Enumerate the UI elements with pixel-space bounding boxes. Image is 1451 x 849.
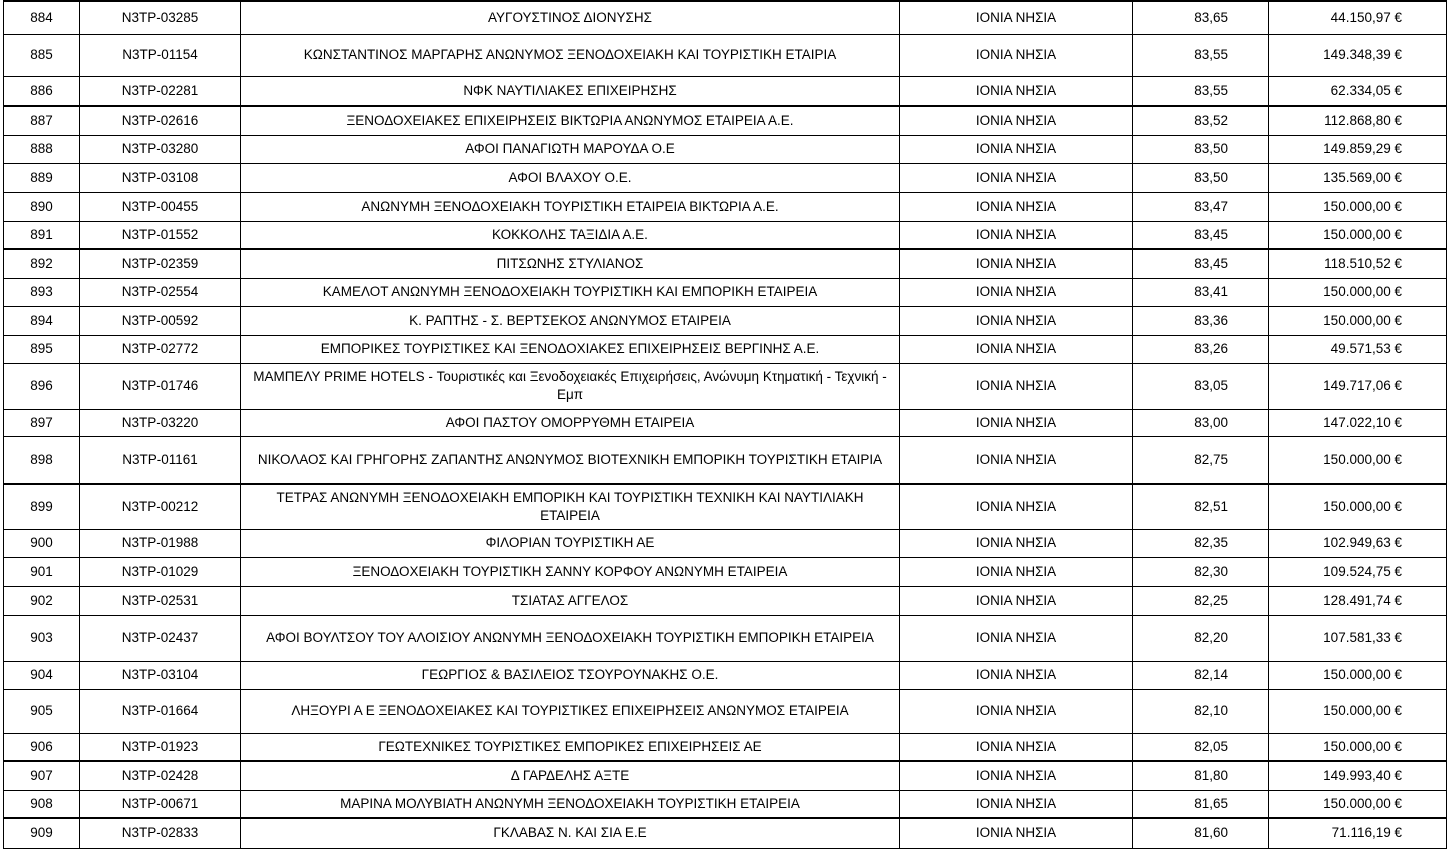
- company-name-cell: ΦΙΛΟΡΙΑΝ ΤΟΥΡΙΣΤΙΚΗ ΑΕ: [241, 529, 900, 557]
- region-cell: ΙΟΝΙΑ ΝΗΣΙΑ: [900, 192, 1133, 221]
- region-cell: ΙΟΝΙΑ ΝΗΣΙΑ: [900, 689, 1133, 733]
- company-name-cell: ΚΑΜΕΛΟΤ ΑΝΩΝΥΜΗ ΞΕΝΟΔΟΧΕΙΑΚΗ ΤΟΥΡΙΣΤΙΚΗ ΚΑΙ ΕΜΠΟΡΙΚΗ ΕΤΑΙΡΕΙΑ: [241, 278, 900, 306]
- table-row: [4, 733, 1447, 761]
- table-row: [4, 163, 1447, 192]
- application-code-cell: N3TP-02428: [80, 761, 241, 790]
- application-code-cell: N3TP-00592: [80, 306, 241, 335]
- table-row: [4, 484, 1447, 529]
- application-code-cell: N3TP-03108: [80, 163, 241, 192]
- row-number-cell: 894: [4, 306, 80, 335]
- company-name-cell: ΠΙΤΣΩΝΗΣ ΣΤΥΛΙΑΝΟΣ: [241, 249, 900, 278]
- results-table: [3, 0, 1447, 849]
- table-row: [4, 192, 1447, 221]
- company-name-cell: ΓΕΩΤΕΧΝΙΚΕΣ ΤΟΥΡΙΣΤΙΚΕΣ ΕΜΠΟΡΙΚΕΣ ΕΠΙΧΕΙΡΗΣΕΙΣ ΑΕ: [241, 733, 900, 761]
- application-code-cell: N3TP-02437: [80, 615, 241, 661]
- table-row: [4, 689, 1447, 733]
- table-row: [4, 306, 1447, 335]
- table-row: [4, 1, 1447, 34]
- score-cell: 83,55: [1133, 76, 1269, 106]
- application-code-cell: N3TP-02531: [80, 586, 241, 615]
- company-name-cell: ΑΦΟΙ ΒΟΥΛΤΣΟΥ ΤΟΥ ΑΛΟΙΣΙΟΥ ΑΝΩΝΥΜΗ ΞΕΝΟΔΟΧΕΙΑΚΗ ΤΟΥΡΙΣΤΙΚΗ ΕΜΠΟΡΙΚΗ ΕΤΑΙΡΕΙΑ: [241, 615, 900, 661]
- amount-cell: 150.000,00 €: [1269, 484, 1447, 529]
- score-cell: 83,41: [1133, 278, 1269, 306]
- amount-cell: 149.993,40 €: [1269, 761, 1447, 790]
- company-name-cell: ΞΕΝΟΔΟΧΕΙΑΚΕΣ ΕΠΙΧΕΙΡΗΣΕΙΣ ΒΙΚΤΩΡΙΑ ΑΝΩΝΥΜΟΣ ΕΤΑΙΡΕΙΑ Α.Ε.: [241, 106, 900, 135]
- score-cell: 82,75: [1133, 436, 1269, 484]
- table-row: [4, 557, 1447, 586]
- company-name-cell: ΝΙΚΟΛΑΟΣ ΚΑΙ ΓΡΗΓΟΡΗΣ ΖΑΠΑΝΤΗΣ ΑΝΩΝΥΜΟΣ ΒΙΟΤΕΧΝΙΚΗ ΕΜΠΟΡΙΚΗ ΤΟΥΡΙΣΤΙΚΗ ΕΤΑΙΡΙΑ: [241, 436, 900, 484]
- score-cell: 82,05: [1133, 733, 1269, 761]
- amount-cell: 118.510,52 €: [1269, 249, 1447, 278]
- row-number-cell: 895: [4, 335, 80, 363]
- amount-cell: 109.524,75 €: [1269, 557, 1447, 586]
- region-cell: ΙΟΝΙΑ ΝΗΣΙΑ: [900, 436, 1133, 484]
- company-name-cell: ΑΝΩΝΥΜΗ ΞΕΝΟΔΟΧΕΙΑΚΗ ΤΟΥΡΙΣΤΙΚΗ ΕΤΑΙΡΕΙΑ ΒΙΚΤΩΡΙΑ Α.Ε.: [241, 192, 900, 221]
- application-code-cell: N3TP-02359: [80, 249, 241, 278]
- amount-cell: 112.868,80 €: [1269, 106, 1447, 135]
- region-cell: ΙΟΝΙΑ ΝΗΣΙΑ: [900, 34, 1133, 76]
- row-number-cell: 899: [4, 484, 80, 529]
- score-cell: 83,47: [1133, 192, 1269, 221]
- table-row: [4, 106, 1447, 135]
- region-cell: ΙΟΝΙΑ ΝΗΣΙΑ: [900, 106, 1133, 135]
- amount-cell: 102.949,63 €: [1269, 529, 1447, 557]
- amount-cell: 150.000,00 €: [1269, 436, 1447, 484]
- application-code-cell: N3TP-01161: [80, 436, 241, 484]
- company-name-cell: ΓΕΩΡΓΙΟΣ & ΒΑΣΙΛΕΙΟΣ ΤΣΟΥΡΟΥΝΑΚΗΣ Ο.Ε.: [241, 661, 900, 689]
- application-code-cell: N3TP-02554: [80, 278, 241, 306]
- application-code-cell: N3TP-01923: [80, 733, 241, 761]
- region-cell: ΙΟΝΙΑ ΝΗΣΙΑ: [900, 363, 1133, 409]
- application-code-cell: N3TP-01552: [80, 221, 241, 249]
- application-code-cell: N3TP-02281: [80, 76, 241, 106]
- amount-cell: 147.022,10 €: [1269, 409, 1447, 436]
- company-name-cell: ΓΚΛΑΒΑΣ Ν. ΚΑΙ ΣΙΑ Ε.Ε: [241, 818, 900, 848]
- table-row: [4, 363, 1447, 409]
- score-cell: 81,65: [1133, 790, 1269, 818]
- region-cell: ΙΟΝΙΑ ΝΗΣΙΑ: [900, 557, 1133, 586]
- region-cell: ΙΟΝΙΑ ΝΗΣΙΑ: [900, 790, 1133, 818]
- region-cell: ΙΟΝΙΑ ΝΗΣΙΑ: [900, 733, 1133, 761]
- company-name-cell: ΞΕΝΟΔΟΧΕΙΑΚΗ ΤΟΥΡΙΣΤΙΚΗ ΣΑΝΝΥ ΚΟΡΦΟΥ ΑΝΩΝΥΜΗ ΕΤΑΙΡΕΙΑ: [241, 557, 900, 586]
- row-number-cell: 893: [4, 278, 80, 306]
- application-code-cell: N3TP-01988: [80, 529, 241, 557]
- company-name-cell: ΑΦΟΙ ΠΑΝΑΓΙΩΤΗ ΜΑΡΟΥΔΑ Ο.Ε: [241, 135, 900, 163]
- table-row: [4, 790, 1447, 818]
- row-number-cell: 908: [4, 790, 80, 818]
- table-row: [4, 278, 1447, 306]
- score-cell: 82,20: [1133, 615, 1269, 661]
- amount-cell: 44.150,97 €: [1269, 1, 1447, 34]
- application-code-cell: N3TP-00671: [80, 790, 241, 818]
- region-cell: ΙΟΝΙΑ ΝΗΣΙΑ: [900, 278, 1133, 306]
- row-number-cell: 887: [4, 106, 80, 135]
- score-cell: 82,10: [1133, 689, 1269, 733]
- application-code-cell: N3TP-01029: [80, 557, 241, 586]
- score-cell: 83,05: [1133, 363, 1269, 409]
- company-name-cell: Κ. ΡΑΠΤΗΣ - Σ. ΒΕΡΤΣΕΚΟΣ ΑΝΩΝΥΜΟΣ ΕΤΑΙΡΕΙΑ: [241, 306, 900, 335]
- company-name-cell: ΑΦΟΙ ΒΛΑΧΟΥ Ο.Ε.: [241, 163, 900, 192]
- table-row: [4, 135, 1447, 163]
- score-cell: 82,35: [1133, 529, 1269, 557]
- score-cell: 83,52: [1133, 106, 1269, 135]
- amount-cell: 62.334,05 €: [1269, 76, 1447, 106]
- company-name-cell: ΚΟΚΚΟΛΗΣ ΤΑΞΙΔΙΑ Α.Ε.: [241, 221, 900, 249]
- row-number-cell: 909: [4, 818, 80, 848]
- row-number-cell: 897: [4, 409, 80, 436]
- row-number-cell: 907: [4, 761, 80, 790]
- table-row: [4, 221, 1447, 249]
- score-cell: 83,45: [1133, 221, 1269, 249]
- score-cell: 81,60: [1133, 818, 1269, 848]
- company-name-cell: ΑΦΟΙ ΠΑΣΤΟΥ ΟΜΟΡΡΥΘΜΗ ΕΤΑΙΡΕΙΑ: [241, 409, 900, 436]
- row-number-cell: 886: [4, 76, 80, 106]
- application-code-cell: N3TP-00212: [80, 484, 241, 529]
- row-number-cell: 906: [4, 733, 80, 761]
- region-cell: ΙΟΝΙΑ ΝΗΣΙΑ: [900, 1, 1133, 34]
- score-cell: 83,50: [1133, 163, 1269, 192]
- row-number-cell: 902: [4, 586, 80, 615]
- score-cell: 82,25: [1133, 586, 1269, 615]
- row-number-cell: 889: [4, 163, 80, 192]
- amount-cell: 135.569,00 €: [1269, 163, 1447, 192]
- row-number-cell: 898: [4, 436, 80, 484]
- table-row: [4, 335, 1447, 363]
- company-name-cell: ΚΩΝΣΤΑΝΤΙΝΟΣ ΜΑΡΓΑΡΗΣ ΑΝΩΝΥΜΟΣ ΞΕΝΟΔΟΧΕΙΑΚΗ ΚΑΙ ΤΟΥΡΙΣΤΙΚΗ ΕΤΑΙΡΙΑ: [241, 34, 900, 76]
- table-row: [4, 586, 1447, 615]
- company-name-cell: ΝΦΚ ΝΑΥΤΙΛΙΑΚΕΣ ΕΠΙΧΕΙΡΗΣΗΣ: [241, 76, 900, 106]
- region-cell: ΙΟΝΙΑ ΝΗΣΙΑ: [900, 586, 1133, 615]
- amount-cell: 150.000,00 €: [1269, 790, 1447, 818]
- table-row: [4, 436, 1447, 484]
- amount-cell: 150.000,00 €: [1269, 278, 1447, 306]
- score-cell: 82,14: [1133, 661, 1269, 689]
- row-number-cell: 890: [4, 192, 80, 221]
- application-code-cell: N3TP-00455: [80, 192, 241, 221]
- table-row: [4, 615, 1447, 661]
- amount-cell: 150.000,00 €: [1269, 221, 1447, 249]
- table-row: [4, 249, 1447, 278]
- amount-cell: 107.581,33 €: [1269, 615, 1447, 661]
- score-cell: 83,45: [1133, 249, 1269, 278]
- region-cell: ΙΟΝΙΑ ΝΗΣΙΑ: [900, 529, 1133, 557]
- row-number-cell: 904: [4, 661, 80, 689]
- company-name-cell: ΜΑΜΠΕΛΥ PRIME HOTELS - Τουριστικές και Ξενοδοχειακές Επιχειρήσεις, Ανώνυμη Κτηματική - Τεχνική - Εμπ: [241, 363, 900, 409]
- amount-cell: 71.116,19 €: [1269, 818, 1447, 848]
- amount-cell: 128.491,74 €: [1269, 586, 1447, 615]
- amount-cell: 150.000,00 €: [1269, 689, 1447, 733]
- application-code-cell: N3TP-03285: [80, 1, 241, 34]
- application-code-cell: N3TP-02616: [80, 106, 241, 135]
- amount-cell: 150.000,00 €: [1269, 306, 1447, 335]
- table-row: [4, 34, 1447, 76]
- region-cell: ΙΟΝΙΑ ΝΗΣΙΑ: [900, 76, 1133, 106]
- region-cell: ΙΟΝΙΑ ΝΗΣΙΑ: [900, 163, 1133, 192]
- region-cell: ΙΟΝΙΑ ΝΗΣΙΑ: [900, 135, 1133, 163]
- amount-cell: 49.571,53 €: [1269, 335, 1447, 363]
- application-code-cell: N3TP-01154: [80, 34, 241, 76]
- row-number-cell: 885: [4, 34, 80, 76]
- score-cell: 83,50: [1133, 135, 1269, 163]
- row-number-cell: 905: [4, 689, 80, 733]
- company-name-cell: ΤΣΙΑΤΑΣ ΑΓΓΕΛΟΣ: [241, 586, 900, 615]
- company-name-cell: Δ ΓΑΡΔΕΛΗΣ ΑΞΤΕ: [241, 761, 900, 790]
- company-name-cell: ΤΕΤΡΑΣ ΑΝΩΝΥΜΗ ΞΕΝΟΔΟΧΕΙΑΚΗ ΕΜΠΟΡΙΚΗ ΚΑΙ ΤΟΥΡΙΣΤΙΚΗ ΤΕΧΝΙΚΗ ΚΑΙ ΝΑΥΤΙΛΙΑΚΗ ΕΤΑΙΡΕΙΑ: [241, 484, 900, 529]
- region-cell: ΙΟΝΙΑ ΝΗΣΙΑ: [900, 409, 1133, 436]
- row-number-cell: 903: [4, 615, 80, 661]
- application-code-cell: N3TP-01746: [80, 363, 241, 409]
- table-row: [4, 661, 1447, 689]
- score-cell: 83,55: [1133, 34, 1269, 76]
- company-name-cell: ΜΑΡΙΝΑ ΜΟΛΥΒΙΑΤΗ ΑΝΩΝΥΜΗ ΞΕΝΟΔΟΧΕΙΑΚΗ ΤΟΥΡΙΣΤΙΚΗ ΕΤΑΙΡΕΙΑ: [241, 790, 900, 818]
- application-code-cell: N3TP-02772: [80, 335, 241, 363]
- application-code-cell: N3TP-01664: [80, 689, 241, 733]
- region-cell: ΙΟΝΙΑ ΝΗΣΙΑ: [900, 818, 1133, 848]
- row-number-cell: 896: [4, 363, 80, 409]
- amount-cell: 149.859,29 €: [1269, 135, 1447, 163]
- application-code-cell: N3TP-02833: [80, 818, 241, 848]
- row-number-cell: 891: [4, 221, 80, 249]
- region-cell: ΙΟΝΙΑ ΝΗΣΙΑ: [900, 761, 1133, 790]
- region-cell: ΙΟΝΙΑ ΝΗΣΙΑ: [900, 661, 1133, 689]
- region-cell: ΙΟΝΙΑ ΝΗΣΙΑ: [900, 484, 1133, 529]
- table-row: [4, 76, 1447, 106]
- region-cell: ΙΟΝΙΑ ΝΗΣΙΑ: [900, 306, 1133, 335]
- score-cell: 81,80: [1133, 761, 1269, 790]
- spreadsheet-sheet: [3, 0, 1447, 849]
- amount-cell: 150.000,00 €: [1269, 192, 1447, 221]
- score-cell: 83,65: [1133, 1, 1269, 34]
- table-row: [4, 818, 1447, 848]
- region-cell: ΙΟΝΙΑ ΝΗΣΙΑ: [900, 335, 1133, 363]
- row-number-cell: 884: [4, 1, 80, 34]
- score-cell: 83,00: [1133, 409, 1269, 436]
- score-cell: 83,26: [1133, 335, 1269, 363]
- company-name-cell: ΑΥΓΟΥΣΤΙΝΟΣ ΔΙΟΝΥΣΗΣ: [241, 1, 900, 34]
- company-name-cell: ΕΜΠΟΡΙΚΕΣ ΤΟΥΡΙΣΤΙΚΕΣ ΚΑΙ ΞΕΝΟΔΟΧΙΑΚΕΣ ΕΠΙΧΕΙΡΗΣΕΙΣ ΒΕΡΓΙΝΗΣ Α.Ε.: [241, 335, 900, 363]
- amount-cell: 150.000,00 €: [1269, 661, 1447, 689]
- application-code-cell: N3TP-03280: [80, 135, 241, 163]
- row-number-cell: 901: [4, 557, 80, 586]
- application-code-cell: N3TP-03220: [80, 409, 241, 436]
- region-cell: ΙΟΝΙΑ ΝΗΣΙΑ: [900, 615, 1133, 661]
- row-number-cell: 888: [4, 135, 80, 163]
- score-cell: 83,36: [1133, 306, 1269, 335]
- company-name-cell: ΛΗΞΟΥΡΙ Α Ε ΞΕΝΟΔΟΧΕΙΑΚΕΣ ΚΑΙ ΤΟΥΡΙΣΤΙΚΕΣ ΕΠΙΧΕΙΡΗΣΕΙΣ ΑΝΩΝΥΜΟΣ ΕΤΑΙΡΕΙΑ: [241, 689, 900, 733]
- region-cell: ΙΟΝΙΑ ΝΗΣΙΑ: [900, 221, 1133, 249]
- row-number-cell: 892: [4, 249, 80, 278]
- table-row: [4, 409, 1447, 436]
- table-row: [4, 761, 1447, 790]
- amount-cell: 149.717,06 €: [1269, 363, 1447, 409]
- score-cell: 82,51: [1133, 484, 1269, 529]
- region-cell: ΙΟΝΙΑ ΝΗΣΙΑ: [900, 249, 1133, 278]
- table-row: [4, 529, 1447, 557]
- amount-cell: 149.348,39 €: [1269, 34, 1447, 76]
- application-code-cell: N3TP-03104: [80, 661, 241, 689]
- score-cell: 82,30: [1133, 557, 1269, 586]
- amount-cell: 150.000,00 €: [1269, 733, 1447, 761]
- row-number-cell: 900: [4, 529, 80, 557]
